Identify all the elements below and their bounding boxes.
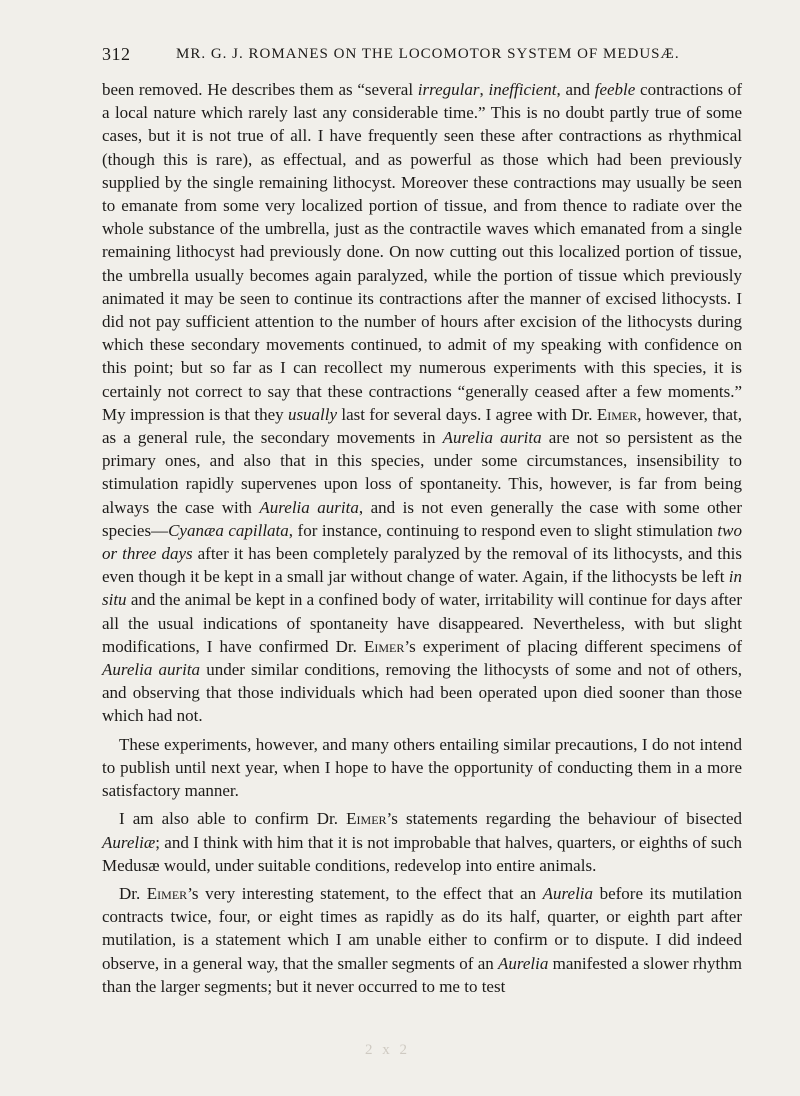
author-name: Eimer (596, 404, 638, 424)
page-header (102, 44, 742, 68)
species-name: Aurelia (498, 953, 549, 973)
paragraph-1: been removed. He describes them as “several irregular, inefficient, and feeble contractions of a local nature which rarely last any considerable time.” This is no doubt partly true of some cases, but it is not true of all. I have frequently seen these after contractions as rhythmical (though this is rare), as effectual, and as powerful as those which had been previously supplied by the single remaining lithocyst. Moreover these contractions may usually be seen to emanate from some very localized portion of tissue, and from thence to radiate over the whole substance of the umbrella, just as the contractile waves which emanated from a single remaining lithocyst had previously done. On now cutting out this localized portion of tissue, the umbrella usually becomes again paralyzed, while the portion of tissue which previously animated it may be seen to continue its contractions after the manner of excised lithocysts. I did not pay sufficient attention to the number of hours after excision of the lithocysts during which these secondary movements continued, to admit of my speaking with confidence on this point; but so far as I can recollect my numerous experiments with this species, it is certainly not correct to say that these contractions “generally ceased after a few moments.” My impression is that they usually last for several days. I agree with Dr. Eimer, however, that, as a general rule, the secondary movements in Aurelia aurita are not so persistent as the primary ones, and also that in this species, under some circumstances, insensibility to stimulation rapidly supervenes upon loss of spontaneity. This, however, is far from being always the case with Aurelia aurita, and is not even generally the case with some other species—Cyanæa capillata, for instance, continuing to respond even to slight stimulation two or three days after it has been completely paralyzed by the removal of its lithocysts, and this even though it be kept in a small jar without change of water. Again, if the lithocysts be left in situ and the animal be kept in a confined body of water, irritability will continue for days after all the usual indications of spontaneity have disappeared. Nevertheless, with but slight modifications, I have confirmed Dr. Eimer’s experiment of placing different specimens of Aurelia aurita under similar conditions, removing the lithocysts of some and not of others, and observing that those individuals which had been operated upon died sooner than those which had not. (102, 80, 743, 726)
page-number: 312 (102, 44, 131, 64)
species-name: Aurelia aurita (442, 428, 542, 448)
species-name: Aurelia aurita (102, 660, 201, 680)
emphasis: irregular (417, 80, 480, 99)
emphasis: inefficient (488, 80, 557, 99)
article-body (102, 78, 742, 1068)
emphasis: two or three days (102, 520, 742, 564)
paragraph-2: These experiments, however, and many others entailing similar precautions, I do not intend to publish until next year, when I hope to have the opportunity of conducting them in a more satisfactory manner. (102, 734, 742, 801)
species-name: Aureliæ (102, 832, 156, 852)
paragraph-3: I am also able to confirm Dr. Eimer’s statements regarding the behaviour of bisected Aureliæ; and I think with him that it is not improbable that halves, quarters, or eighths of such Medusæ would, under suitable conditions, redevelop into entire animals. (102, 809, 742, 875)
author-name: Eimer (146, 883, 188, 903)
paragraph-4: Dr. Eimer’s very interesting statement, to the effect that an Aurelia before its mutilation contracts twice, four, or eight times as rapidly as do its half, quarter, or eighth part after mutilation, is a statement which I am unable either to confirm or to dispute. I did indeed observe, in a general way, that the smaller segments of an Aurelia manifested a slower rhythm than the larger segments; but it never occurred to me to test (102, 883, 743, 996)
species-name: Aurelia (542, 883, 594, 903)
species-name: Aurelia aurita (259, 497, 359, 517)
emphasis: in situ (102, 567, 742, 610)
signature-mark: 2 x 2 (365, 1042, 410, 1058)
emphasis: feeble (594, 80, 636, 99)
running-title: MR. G. J. ROMANES ON THE LOCOMOTOR SYSTEM OF MEDUSÆ. (176, 46, 680, 62)
author-name: Eimer (346, 809, 387, 829)
author-name: Eimer (363, 636, 405, 656)
emphasis: usually (287, 404, 338, 424)
species-name: Cyanæa capillata (168, 520, 289, 540)
